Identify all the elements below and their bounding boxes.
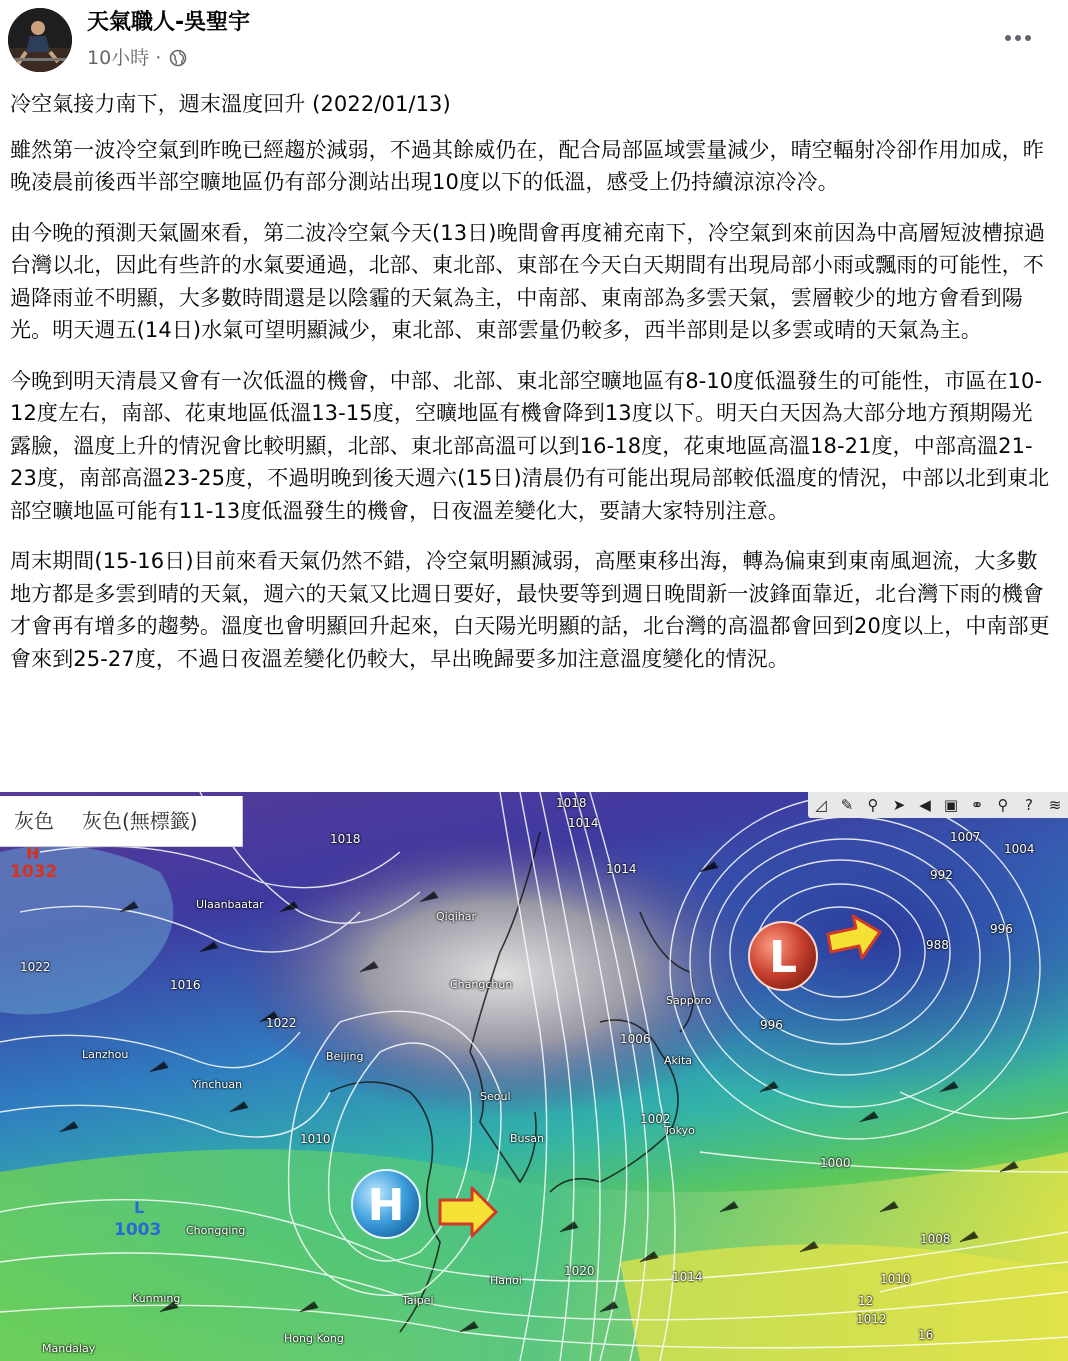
isobar-label: 1022 — [266, 1016, 297, 1030]
city-label: Sapporo — [666, 994, 712, 1007]
city-label: Yinchuan — [192, 1078, 243, 1091]
map-toolbar — [808, 792, 1068, 818]
author-name[interactable]: 天氣職人-吳聖宇 — [87, 10, 251, 35]
post-title: 冷空氣接力南下，週末溫度回升 (2022/01/13) — [10, 92, 451, 116]
post-paragraph: 今晚到明天清晨又會有一次低溫的機會，中部、北部、東北部空曠地區有8-10度低溫發生的可能性，市區在10-12度左右，南部、花東地區低溫13-15度，空曠地區有機會降到13度以下。明天白天因為大部分地方預期陽光露臉，溫度上升的情況會比較明顯，北部、東北部高溫可以到16-18度，花東地區高溫18-21度，中部高溫21-23度，南部高溫23-25度，不過明晚到後天週六(15日)清晨仍有可能出現局部較低溫度的情況，中部以北到東北部空曠地區可能有11-13度低溫發生的機會，日夜溫差變化大，要請大家特別注意。 — [10, 368, 1050, 523]
post-time[interactable]: 10小時 — [87, 47, 150, 69]
city-label: Lanzhou — [82, 1048, 129, 1061]
city-label: Ulaanbaatar — [196, 898, 264, 911]
location-arrow-icon[interactable]: ➤ — [892, 796, 906, 814]
pin-icon[interactable]: ⚲ — [867, 796, 879, 814]
isobar-label: 1010 — [880, 1272, 911, 1286]
link-icon[interactable]: ⚭ — [970, 796, 984, 814]
isobar-label: 1010 — [300, 1132, 331, 1146]
city-label: Qiqihar — [436, 910, 476, 923]
city-label: Kunming — [132, 1292, 181, 1305]
post-meta — [87, 44, 187, 72]
isobar-label: 1020 — [564, 1264, 595, 1278]
city-label: Busan — [510, 1132, 544, 1145]
isobar-label: 1004 — [1004, 842, 1035, 856]
city-label: Chongqing — [186, 1224, 246, 1237]
isobar-label: 1000 — [820, 1156, 851, 1170]
isobar-label: 1014 — [568, 816, 599, 830]
city-label: Seoul — [480, 1090, 511, 1103]
city-label: Mandalay — [42, 1342, 96, 1355]
isobar-label: 1016 — [170, 978, 201, 992]
isobar-label: 1014 — [606, 862, 637, 876]
isobar-label: 1008 — [920, 1232, 951, 1246]
globe-icon[interactable] — [169, 49, 187, 67]
low-pressure-letter: L — [768, 932, 798, 983]
low-center-value: 1003 — [114, 1220, 162, 1240]
isobar-label: 1002 — [640, 1112, 671, 1126]
isobar-label: 996 — [760, 1018, 783, 1032]
city-label: Beijing — [326, 1050, 364, 1063]
city-label: Hanoi — [490, 1274, 522, 1287]
post-header — [0, 0, 1068, 86]
isobar-label: 988 — [926, 938, 949, 952]
weather-map-image[interactable] — [0, 792, 1068, 1361]
avatar-image — [8, 8, 72, 72]
post-body — [10, 86, 1050, 693]
pencil-icon[interactable]: ✎ — [840, 796, 854, 814]
city-label: Taipei — [402, 1294, 434, 1307]
tab-gray[interactable]: 灰色 — [14, 809, 54, 833]
post-paragraph: 周末期間(15-16日)目前來看天氣仍然不錯，冷空氣明顯減弱，高壓東移出海，轉為偏東到東南風迴流，大多數地方都是多雲到晴的天氣，週六的天氣又比週日要好，最快要等到週日晚間新一波鋒面靠近，北台灣下雨的機會才會再有增多的趨勢。溫度也會明顯回升起來，白天陽光明顯的話，北台灣的高溫都會回到20度以上，中南部更會來到25-27度，不過日夜溫差變化仍較大，早出晚歸要多加注意溫度變化的情況。 — [10, 549, 1050, 671]
post-paragraph: 雖然第一波冷空氣到昨晚已經趨於減弱，不過其餘威仍在，配合局部區域雲量減少，晴空輻射冷卻作用加成，昨晚凌晨前後西半部空曠地區仍有部分測站出現10度以下的低溫，感受上仍持續涼涼冷冷。 — [10, 137, 1044, 194]
lock-icon[interactable]: ▣ — [943, 796, 959, 814]
isobar-label: 1006 — [620, 1032, 651, 1046]
isobar-label: 992 — [930, 868, 953, 882]
more-horizontal-icon[interactable] — [1000, 24, 1036, 52]
isobar-label: 1007 — [950, 830, 981, 844]
city-label: Tokyo — [664, 1124, 695, 1137]
isobar-label: 996 — [990, 922, 1013, 936]
post-paragraph: 由今晚的預測天氣圖來看，第二波冷空氣今天(13日)晚間會再度補充南下，冷空氣到來前因為中高層短波槽掠過台灣以北，因此有些許的水氣要通過，北部、東北部、東部在今天白天期間有出現局部小雨或飄雨的可能性，不過降雨並不明顯，大多數時間還是以陰霾的天氣為主，中南部、東南部為多雲天氣，雲層較少的地方會看到陽光。明天週五(14日)水氣可望明顯減少，東北部、東部雲量仍較多，西半部則是以多雲或晴的天氣為主。 — [10, 220, 1046, 342]
tab-gray-no-labels[interactable]: 灰色(無標籤) — [82, 809, 198, 833]
city-label: Akita — [664, 1054, 693, 1067]
city-label: Changchun — [450, 978, 513, 991]
isobar-label: 12 — [858, 1294, 874, 1308]
meta-separator: · — [155, 47, 162, 69]
author-avatar[interactable] — [8, 8, 72, 72]
low-center-letter: L — [134, 1198, 145, 1217]
isobar-label: 1018 — [330, 832, 361, 846]
high-pressure-letter: H — [367, 1180, 405, 1231]
ruler-icon[interactable]: ◿ — [815, 796, 827, 814]
search-icon[interactable]: ⚲ — [997, 796, 1009, 814]
isobar-label: 1018 — [556, 796, 587, 810]
high-center-letter: H — [26, 844, 40, 863]
help-icon[interactable]: ? — [1025, 796, 1033, 814]
speaker-icon[interactable]: ◀ — [919, 796, 931, 814]
map-layer-tabs — [0, 796, 243, 847]
layers-icon[interactable]: ≋ — [1048, 796, 1062, 814]
isobar-label: 1012 — [856, 1312, 887, 1326]
high-center-value: 1032 — [10, 862, 58, 882]
isobar-label: 1022 — [20, 960, 51, 974]
isobar-label: 1014 — [672, 1270, 703, 1284]
isobar-label: 16 — [918, 1328, 934, 1342]
city-label: Hong Kong — [284, 1332, 344, 1345]
